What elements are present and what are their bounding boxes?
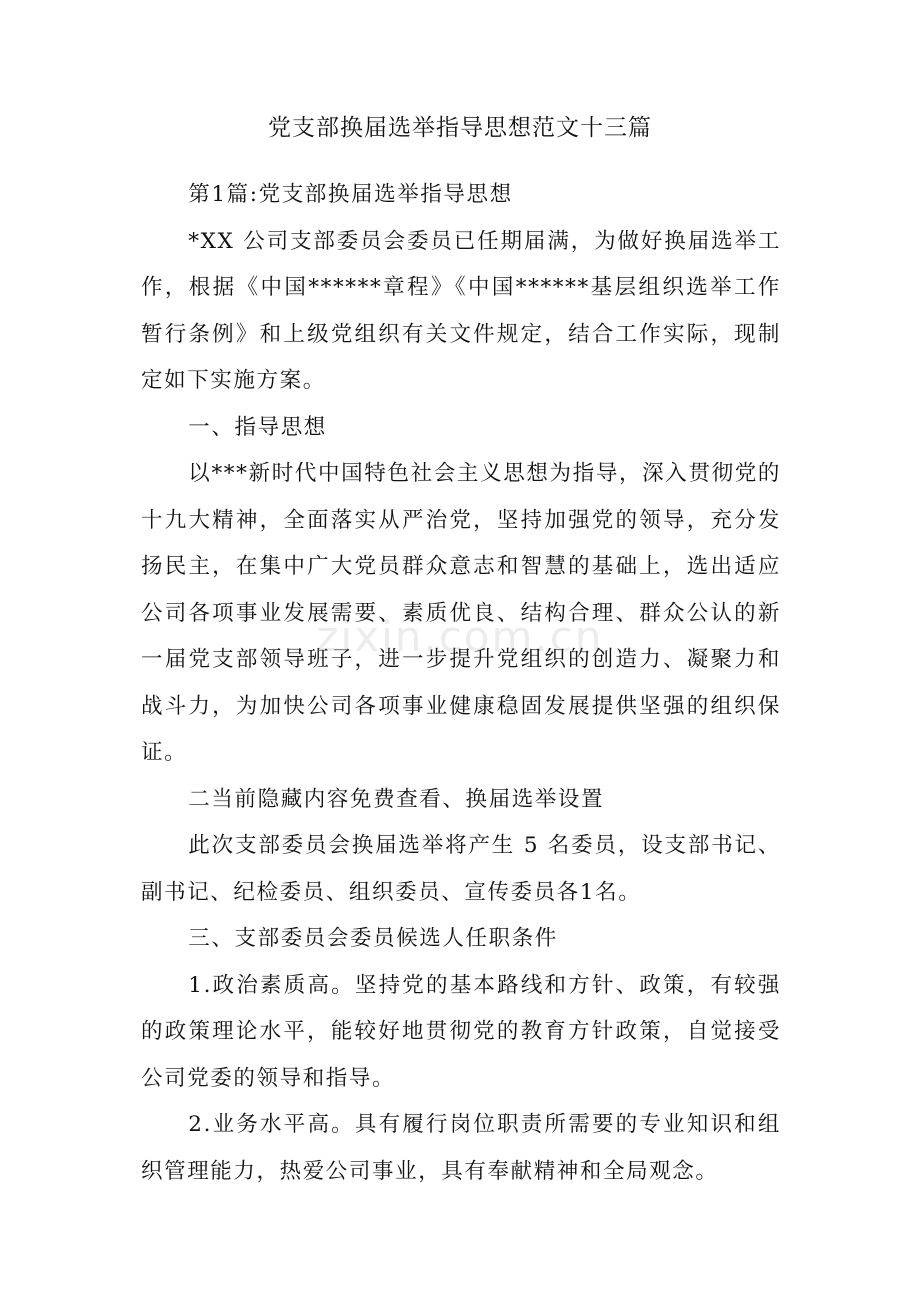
document-title: 党支部换届选举指导思想范文十三篇 (268, 115, 652, 141)
guiding-ideology-paragraph: 以***新时代中国特色社会主义思想为指导，深入贯彻党的十九大精神，全面落实从严治党，坚持加强党的领导，充分发扬民主，在集中广大党员群众意志和智慧的基础上，选出适应公司各项事业发展需要、素质优良、结构合理、群众公认的新一届党支部领导班子，进一步提升党组织的创造力、凝聚力和战斗力，为加快公司各项事业健康稳固发展提供坚强的组织保证。 (141, 461, 781, 765)
intro-paragraph: *XX 公司支部委员会委员已任期届满，为做好换届选举工作，根据《中国******章程》《中国******基层组织选举工作暂行条例》和上级党组织有关文件规定，结合工作实际，现制定如下实施方案。 (141, 228, 781, 393)
document-body (141, 172, 781, 1195)
section-heading-candidate-conditions: 三、支部委员会委员候选人任职条件 (188, 926, 558, 951)
condition-item-political: 1.政治素质高。坚持党的基本路线和方针、政策，有较强的政策理论水平，能较好地贯彻党的教育方针政策，自觉接受公司党委的领导和指导。 (141, 972, 781, 1091)
section-heading-part-1: 第1篇:党支部换届选举指导思想 (188, 182, 513, 207)
section-heading-guiding-ideology: 一、指导思想 (188, 414, 327, 440)
condition-item-professional: 2.业务水平高。具有履行岗位职责所需要的专业知识和组织管理能力，热爱公司事业，具有奉献精神和全局观念。 (141, 1112, 781, 1184)
watermark: zixin.com.cn (316, 612, 604, 661)
section-heading-election-setup: 二当前隐藏内容免费查看、换届选举设置 (188, 786, 605, 812)
election-setup-paragraph: 此次支部委员会换届选举将产生 5 名委员，设支部书记、副书记、纪检委员、组织委员、宣传委员各1名。 (141, 833, 781, 905)
